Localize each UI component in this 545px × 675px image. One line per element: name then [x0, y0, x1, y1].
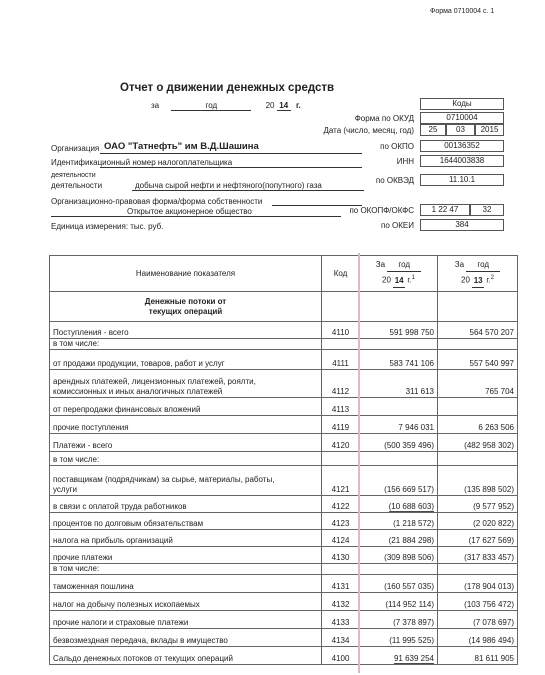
- row-name-line: прочие налоги и страховые платежи: [53, 618, 189, 627]
- y2-20: 20: [461, 275, 470, 285]
- col-year1-header: [360, 256, 438, 292]
- row-name: [50, 513, 322, 530]
- row-value-2014: [360, 322, 438, 339]
- row-code: 4112: [322, 370, 360, 398]
- inn-value: 1644003838: [420, 155, 504, 167]
- inn-underline: [100, 167, 362, 168]
- value-2014: (160 557 035): [384, 582, 434, 591]
- row-code: 4121: [322, 466, 360, 496]
- okud-label: Форма по ОКУД: [354, 114, 414, 123]
- y2-year: 13: [472, 275, 484, 288]
- section-row: [50, 292, 518, 322]
- value-2014: (21 884 298): [388, 536, 434, 545]
- row-value-2014: [360, 466, 438, 496]
- row-value-2013: (9 577 952): [438, 496, 518, 513]
- y2-god: год: [466, 259, 500, 272]
- org-name: ОАО "Татнефть" им В.Д.Шашина: [104, 141, 259, 152]
- form-number: Форма 0710004 с. 1: [430, 8, 495, 15]
- row-name: [50, 629, 322, 647]
- table-row: [50, 593, 518, 611]
- table-row: [50, 547, 518, 564]
- row-code: [322, 564, 360, 575]
- row-name: [50, 496, 322, 513]
- row-code: 4131: [322, 575, 360, 593]
- row-name: [50, 530, 322, 547]
- y1-sup: 1: [411, 275, 415, 282]
- y1-20: 20: [382, 275, 391, 285]
- row-value-2014: [360, 629, 438, 647]
- table-row: [50, 564, 518, 575]
- table-row: [50, 370, 518, 398]
- legal-form-label: Организационно-правовая форма/форма собственности: [51, 197, 263, 206]
- section-title: [50, 292, 322, 322]
- table-row: [50, 350, 518, 370]
- row-name: [50, 593, 322, 611]
- value-2014: (500 359 496): [384, 441, 434, 450]
- row-name: [50, 350, 322, 370]
- row-name-line: процентов по долговым обязательствам: [53, 519, 204, 528]
- row-name-line: Поступления - всего: [53, 328, 129, 337]
- table-row: [50, 496, 518, 513]
- row-value-2014: [360, 339, 438, 350]
- activity-label-2: деятельности: [51, 181, 103, 190]
- row-name-line-2: комиссионных и иных аналогичных платежей: [53, 387, 223, 396]
- value-2014: (11 995 525): [389, 636, 434, 645]
- y1-za: За: [375, 260, 386, 270]
- row-name: [50, 575, 322, 593]
- row-code: 4123: [322, 513, 360, 530]
- table-row: [50, 339, 518, 350]
- row-value-2014: [360, 530, 438, 547]
- row-value-2014: [360, 564, 438, 575]
- table-row: [50, 452, 518, 466]
- col-year2-header: [438, 256, 518, 292]
- report-title: Отчет о движении денежных средств: [120, 82, 335, 94]
- okved-value: 11.10.1: [420, 174, 504, 186]
- row-code: 4122: [322, 496, 360, 513]
- okei-value: 384: [420, 219, 504, 231]
- row-name-line: в связи с оплатой труда работников: [53, 502, 187, 511]
- value-2014: (156 669 517): [384, 485, 434, 494]
- row-name-line-2: услуги: [53, 485, 77, 494]
- org-label: Организация: [51, 144, 100, 153]
- unit-label: Единица измерения: тыс. руб.: [51, 222, 164, 231]
- year-value: 14: [277, 101, 291, 111]
- table-row: [50, 575, 518, 593]
- cashflow-table: [49, 255, 518, 665]
- okud-value: 0710004: [420, 112, 504, 124]
- row-name-line: налога на прибыль организаций: [53, 536, 173, 545]
- row-value-2013: [438, 452, 518, 466]
- row-code: 4132: [322, 593, 360, 611]
- row-name-line: Платежи - всего: [53, 441, 113, 450]
- date-label: Дата (число, месяц, год): [323, 126, 414, 135]
- okopf-label: по ОКОПФ/ОКФС: [349, 206, 414, 215]
- value-2014: 311 613: [405, 387, 434, 396]
- row-name: [50, 564, 322, 575]
- row-code: 4130: [322, 547, 360, 564]
- section-title-1: Денежные потоки от: [144, 296, 227, 306]
- table-row: [50, 629, 518, 647]
- value-2014: (1 218 572): [393, 519, 434, 528]
- row-value-2014: [360, 647, 438, 665]
- row-name: [50, 322, 322, 339]
- row-name-line: Сальдо денежных потоков от текущих операций: [53, 654, 233, 663]
- row-value-2013: (317 833 457): [438, 547, 518, 564]
- row-value-2013: 564 570 207: [438, 322, 518, 339]
- y2-sup: 2: [490, 275, 494, 282]
- okei-label: по ОКЕИ: [381, 221, 414, 230]
- legal-form-value: Открытое акционерное общество: [127, 207, 252, 216]
- table-row: [50, 398, 518, 416]
- row-value-2013: 557 540 997: [438, 350, 518, 370]
- y1-year: 14: [393, 275, 405, 288]
- row-code: 4124: [322, 530, 360, 547]
- activity-label-1: деятельности: [51, 172, 96, 179]
- table-row: [50, 416, 518, 434]
- row-name-line: в том числе:: [53, 455, 100, 464]
- row-value-2014: [360, 452, 438, 466]
- activity-value: добыча сырой нефти и нефтяного(попутного) газа: [135, 181, 322, 190]
- row-value-2013: (17 627 569): [438, 530, 518, 547]
- row-value-2013: 81 611 905: [438, 647, 518, 665]
- year-letter: г.: [295, 101, 301, 110]
- row-value-2013: (482 958 302): [438, 434, 518, 452]
- row-value-2013: [438, 398, 518, 416]
- row-value-2014: [360, 370, 438, 398]
- row-value-2013: [438, 564, 518, 575]
- row-name-line: в том числе:: [53, 564, 100, 573]
- row-name-line: таможенная пошлина: [53, 582, 134, 591]
- row-value-2013: 765 704: [438, 370, 518, 398]
- col-code-header: Код: [322, 256, 360, 292]
- date-month: 03: [446, 124, 475, 136]
- row-code: [322, 452, 360, 466]
- table-row: [50, 322, 518, 339]
- row-name: [50, 416, 322, 434]
- row-value-2013: (7 078 697): [438, 611, 518, 629]
- row-name: [50, 434, 322, 452]
- row-value-2013: (178 904 013): [438, 575, 518, 593]
- row-value-2013: 6 263 506: [438, 416, 518, 434]
- row-name-line: арендных платежей, лицензионных платежей, роялти,: [53, 377, 256, 386]
- row-code: 4134: [322, 629, 360, 647]
- row-value-2014: [360, 416, 438, 434]
- row-value-2014: [360, 350, 438, 370]
- row-name: [50, 466, 322, 496]
- table-row: [50, 530, 518, 547]
- y1-god: год: [387, 259, 421, 272]
- row-name: [50, 611, 322, 629]
- okpo-label: по ОКПО: [380, 142, 414, 151]
- row-name: [50, 398, 322, 416]
- value-2014: 591 998 750: [389, 328, 434, 337]
- table-row: [50, 434, 518, 452]
- year-prefix: 20: [265, 101, 275, 110]
- y1-g: г.: [407, 275, 412, 285]
- legal-form-underline-2: [51, 216, 341, 217]
- row-name-line: в том числе:: [53, 339, 100, 348]
- org-underline: [100, 153, 362, 154]
- row-name-line: от перепродажи финансовых вложений: [53, 405, 201, 414]
- row-code: [322, 339, 360, 350]
- period-word: год: [171, 101, 251, 111]
- row-value-2013: (14 986 494): [438, 629, 518, 647]
- y2-za: За: [454, 260, 465, 270]
- date-day: 25: [420, 124, 446, 136]
- value-2014: (10 688 603): [388, 502, 434, 511]
- row-code: 4110: [322, 322, 360, 339]
- okopf-value: 1 22 47: [420, 204, 470, 216]
- row-name-line: безвозмездная передача, вклады в имущество: [53, 636, 228, 645]
- section-title-2: текущих операций: [148, 306, 223, 316]
- row-value-2013: [438, 339, 518, 350]
- row-value-2014: [360, 398, 438, 416]
- red-column-marker: [358, 253, 360, 673]
- row-value-2014: [360, 593, 438, 611]
- row-name: [50, 370, 322, 398]
- row-value-2014: [360, 434, 438, 452]
- row-code: 4120: [322, 434, 360, 452]
- date-year: 2015: [475, 124, 504, 136]
- table-row: [50, 611, 518, 629]
- row-code: 4133: [322, 611, 360, 629]
- row-value-2014: [360, 496, 438, 513]
- table-body: [50, 322, 518, 665]
- row-value-2014: [360, 575, 438, 593]
- row-value-2013: (2 020 822): [438, 513, 518, 530]
- okfs-value: 32: [470, 204, 504, 216]
- okved-label: по ОКВЭД: [375, 176, 414, 185]
- legal-form-underline-1: [272, 205, 362, 206]
- row-value-2013: (103 756 472): [438, 593, 518, 611]
- value-2014: 7 946 031: [398, 423, 434, 432]
- row-code: 4100: [322, 647, 360, 665]
- table-row: [50, 513, 518, 530]
- activity-underline: [132, 190, 364, 191]
- row-name-line: от продажи продукции, товаров, работ и услуг: [53, 359, 225, 368]
- row-name: [50, 547, 322, 564]
- value-2014: (7 378 897): [393, 618, 434, 627]
- row-code: 4111: [322, 350, 360, 370]
- period-line: [151, 101, 301, 111]
- row-value-2013: (135 898 502): [438, 466, 518, 496]
- row-name: [50, 339, 322, 350]
- row-name-line: прочие поступления: [53, 423, 129, 432]
- value-2014: 583 741 106: [389, 359, 434, 368]
- table-header: [50, 256, 518, 292]
- inn-label: ИНН: [396, 157, 414, 166]
- row-name-line: налог на добычу полезных ископаемых: [53, 600, 200, 609]
- row-value-2014: [360, 547, 438, 564]
- col-name-header: Наименование показателя: [50, 256, 322, 292]
- okpo-value: 00136352: [420, 140, 504, 152]
- period-prefix: за: [151, 101, 160, 110]
- value-2014: (114 952 114): [385, 600, 434, 609]
- value-2014: 91 639 254: [393, 654, 434, 663]
- codes-heading: Коды: [420, 98, 504, 110]
- table-row: [50, 647, 518, 665]
- row-name-line: поставщикам (подрядчикам) за сырье, материалы, работы,: [53, 475, 275, 484]
- row-code: 4113: [322, 398, 360, 416]
- inn-long-label: Идентификационный номер налогоплательщика: [51, 158, 233, 167]
- table-row: [50, 466, 518, 496]
- value-2014: (309 898 506): [384, 553, 434, 562]
- row-name: [50, 452, 322, 466]
- row-name-line: прочие платежи: [53, 553, 113, 562]
- row-code: 4119: [322, 416, 360, 434]
- row-value-2014: [360, 513, 438, 530]
- row-value-2014: [360, 611, 438, 629]
- row-name: [50, 647, 322, 665]
- y2-g: г.: [486, 275, 491, 285]
